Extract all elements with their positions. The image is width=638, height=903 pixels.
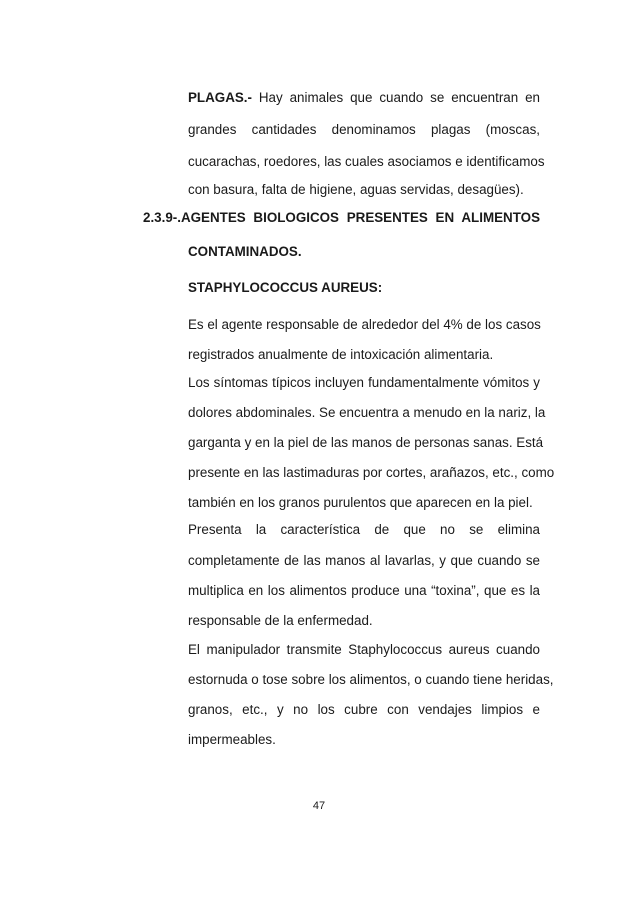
p4-line-4: impermeables.	[188, 732, 276, 747]
section-heading-line-2: CONTAMINADOS.	[188, 244, 302, 259]
subheading-staphylococcus: STAPHYLOCOCCUS AUREUS:	[188, 280, 383, 295]
p3-line-4: responsable de la enfermedad.	[188, 613, 373, 628]
p4-line-1: El manipulador transmite Staphylococcus aureus cuando	[188, 642, 540, 657]
p1-line-1: Es el agente responsable de alrededor del 4% de los casos	[188, 317, 541, 332]
p1-line-2: registrados anualmente de intoxicación alimentaria.	[188, 347, 494, 362]
plagas-line-4: con basura, falta de higiene, aguas servidas, desagües).	[188, 182, 524, 197]
page-number: 47	[312, 800, 326, 812]
plagas-line-2: grandes cantidades denominamos plagas (moscas,	[188, 122, 540, 137]
plagas-label: PLAGAS.-	[188, 90, 252, 105]
p4-line-3: granos, etc., y no los cubre con vendajes limpios e	[188, 702, 540, 717]
p3-line-1: Presenta la característica de que no se elimina	[188, 522, 540, 537]
section-heading-line-1: 2.3.9-.AGENTES BIOLOGICOS PRESENTES EN ALIMENTOS	[143, 210, 540, 225]
p2-line-5: también en los granos purulentos que aparecen en la piel.	[188, 495, 533, 510]
plagas-line-1	[188, 90, 540, 106]
p2-line-1: Los síntomas típicos incluyen fundamentalmente vómitos y	[188, 375, 540, 390]
p4-line-2: estornuda o tose sobre los alimentos, o cuando tiene heridas,	[188, 672, 554, 687]
p3-line-2: completamente de las manos al lavarlas, y que cuando se	[188, 553, 540, 568]
plagas-line-3: cucarachas, roedores, las cuales asociamos e identificamos	[188, 154, 545, 169]
p2-line-4: presente en las lastimaduras por cortes, arañazos, etc., como	[188, 465, 555, 480]
p3-line-3: multiplica en los alimentos produce una “toxina”, que es la	[188, 583, 540, 598]
p2-line-3: garganta y en la piel de las manos de personas sanas. Está	[188, 435, 544, 450]
plagas-line-1-text: Hay animales que cuando se encuentran en	[251, 90, 540, 105]
p2-line-2: dolores abdominales. Se encuentra a menudo en la nariz, la	[188, 405, 546, 420]
